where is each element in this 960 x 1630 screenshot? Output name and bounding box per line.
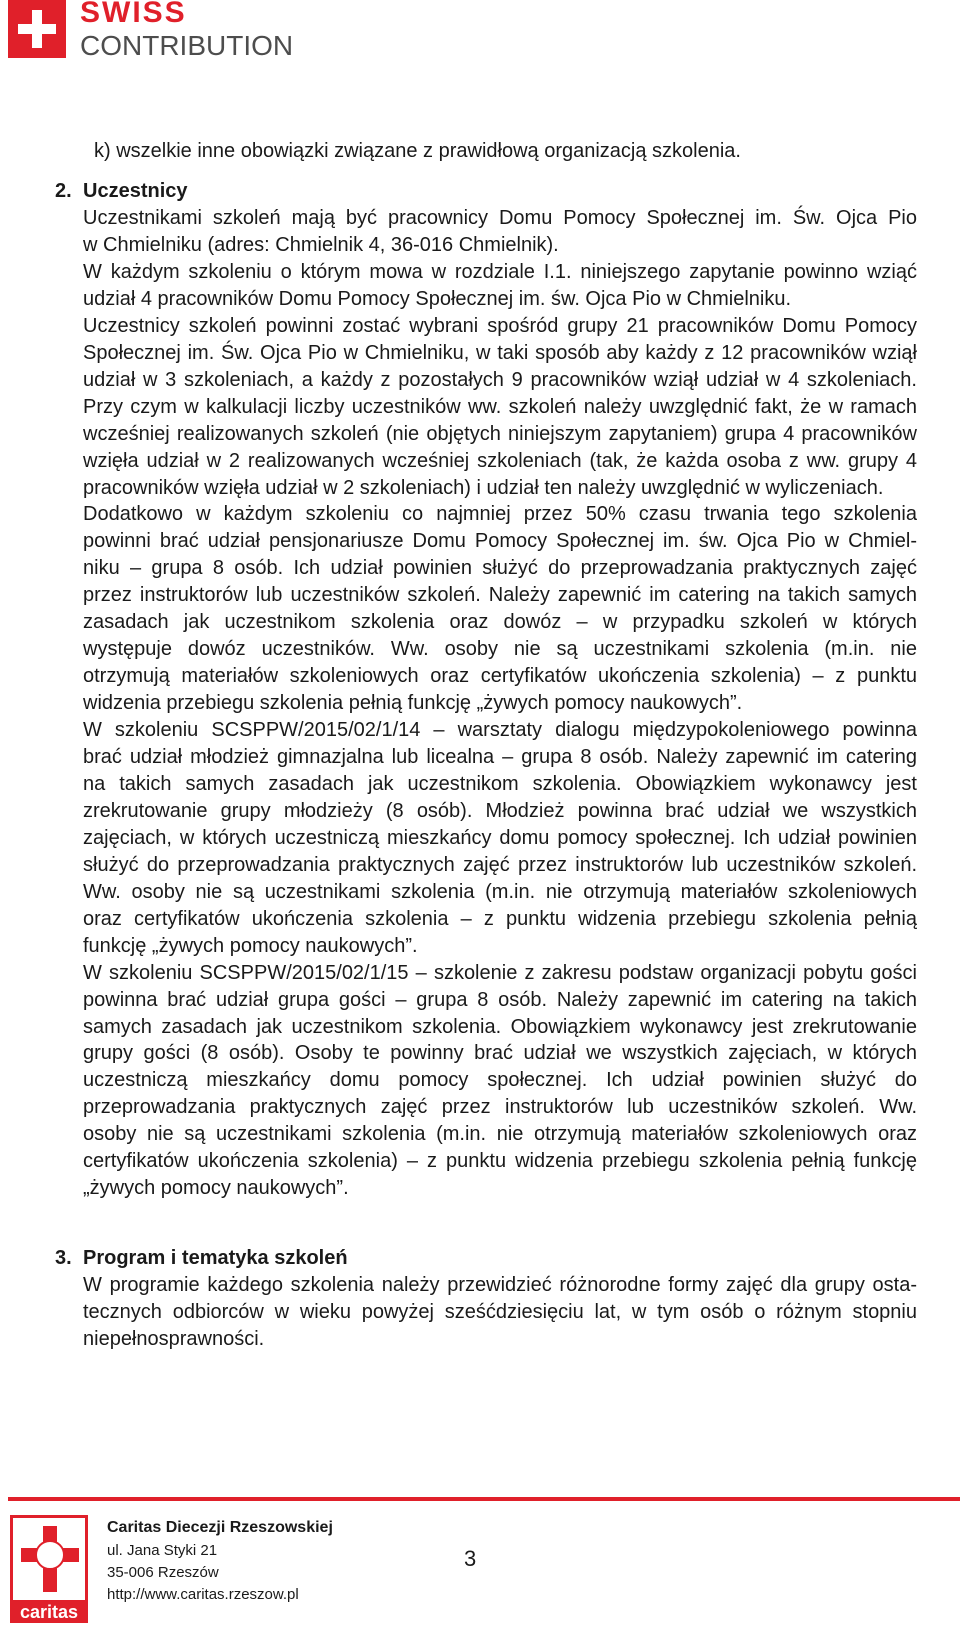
footer-street: ul. Jana Styki 21 bbox=[107, 1542, 218, 1559]
body-line: W szkoleniu SCSPPW/2015/02/1/14 – warsztaty dialogu międzypokoleniowego powinna bbox=[83, 719, 917, 742]
body-line: przeprowadzania praktycznych zajęć przez instruktorów lub uczestników szkoleń. Ww. bbox=[83, 1096, 917, 1119]
body-line: oraz certyfikatów ukończenia szkolenia – z punktu widzenia przebiegu szkolenia pełnią bbox=[83, 907, 917, 930]
body-line: Ww. osoby nie są uczestnikami szkolenia (m.in. nie otrzymują materiałów szkoleniowych bbox=[83, 880, 917, 903]
body-line: Uczestnikami szkoleń mają być pracownicy Domu Pomocy Społecznej im. Św. Ojca Pio bbox=[83, 207, 917, 229]
body-line: widzenia przebiegu szkolenia pełnią funkcję „żywych pomocy naukowych”. bbox=[83, 692, 743, 715]
section3-line: niepełnosprawności. bbox=[83, 1327, 265, 1350]
body-line: występuje dowóz uczestników. Ww. osoby nie są uczestnikami szkolenia (m.in. nie bbox=[83, 638, 917, 661]
body-line: udział 4 pracowników Domu Pomocy Społecznej im. św. Ojca Pio w Chmielniku. bbox=[83, 287, 792, 310]
caritas-logo-word: caritas bbox=[10, 1601, 88, 1623]
page-number: 3 bbox=[464, 1546, 477, 1571]
body-line: W każdym szkoleniu o którym mowa w rozdziale I.1. niniejszego zapytanie powinno wziąć bbox=[83, 260, 917, 283]
body-line: Dodatkowo w każdym szkoleniu co najmniej przez 50% czasu trwania tego szkolenia bbox=[83, 503, 917, 526]
footer-city: 35-006 Rzeszów bbox=[107, 1564, 219, 1581]
swiss-contribution-logo bbox=[8, 0, 308, 70]
body-line: pracowników wzięła udział w 2 szkoleniach) i udział ten należy uwzględnić w wyliczeniach. bbox=[83, 476, 884, 499]
body-line: samych zasadach jak uczestnikom szkolenia. Obowiązkiem wykonawcy jest zrekrutowanie bbox=[83, 1015, 917, 1038]
body-line: Społecznej im. Św. Ojca Pio w Chmielniku, w taki sposób aby każdy z 12 pracowników wziął bbox=[83, 341, 917, 364]
swiss-flag-icon bbox=[8, 0, 66, 58]
item-k: k) wszelkie inne obowiązki związane z prawidłową organizacją szkolenia. bbox=[94, 140, 741, 162]
body-line: przez instruktorów lub uczestników szkoleń. Należy zapewnić im catering na takich samych bbox=[83, 584, 917, 607]
body-line: wcześniej realizowanych szkoleń (nie objętych niniejszym zapytaniem) grupa 4 pracowników bbox=[83, 422, 917, 445]
body-line: Uczestnicy szkoleń powinni zostać wybrani spośród grupy 21 pracowników Domu Pomocy bbox=[83, 314, 917, 337]
body-line: zrekrutowanie grupy młodzieży (8 osób). Młodzież powinna brać udział we wszystkich bbox=[83, 799, 917, 822]
footer-org-name: Caritas Diecezji Rzeszowskiej bbox=[107, 1519, 333, 1536]
body-line: certyfikatów ukończenia szkolenia) – z punktu widzenia przebiegu szkolenia pełnią funkcję bbox=[83, 1150, 917, 1173]
section2-number: 2. bbox=[55, 180, 72, 202]
caritas-cross-icon bbox=[10, 1515, 88, 1603]
section3-line: W programie każdego szkolenia należy przewidzieć różnorodne formy zajęć dla grupy osta- bbox=[83, 1274, 917, 1296]
body-line: osoby nie są uczestnikami szkolenia (m.in. nie otrzymują materiałów szkoleniowych oraz bbox=[83, 1123, 917, 1146]
logo-swiss-text: SWISS bbox=[80, 0, 187, 29]
section2-title: Uczestnicy bbox=[83, 180, 188, 202]
body-line: w Chmielniku (adres: Chmielnik 4, 36-016 Chmielnik). bbox=[83, 233, 559, 256]
body-line: funkcję „żywych pomocy naukowych”. bbox=[83, 934, 418, 957]
body-line: uczestniczą mieszkańcy domu pomocy społecznej. Ich udział powinien służyć do bbox=[83, 1069, 917, 1092]
body-line: Przy czym w kalkulacji liczby uczestników ww. szkoleń należy uwzględnić fakt, że w ramach bbox=[83, 395, 917, 418]
body-line: grupy gości (8 osób). Osoby te powinny brać udział we wszystkich zajęciach, w których bbox=[83, 1042, 917, 1065]
body-line: na takich samych zasadach jak uczestnikom szkolenia. Obowiązkiem wykonawcy jest bbox=[83, 772, 917, 795]
body-line: powinna brać udział grupa gości – grupa 8 osób. Należy zapewnić im catering na takich bbox=[83, 988, 917, 1011]
body-line: wzięła udział w 2 realizowanych wcześniej szkoleniach (tak, że każda osoba z ww. grupy 4 bbox=[83, 449, 917, 472]
body-line: powinni brać udział pensjonariusze Domu Pomocy Społecznej im. św. Ojca Pio w Chmiel- bbox=[83, 530, 917, 553]
body-line: zajęciach, w których uczestniczą mieszkańcy domu pomocy społecznej. Ich udział powinien bbox=[83, 826, 917, 849]
body-line: W szkoleniu SCSPPW/2015/02/1/15 – szkolenie z zakresu podstaw organizacji pobytu gości bbox=[83, 961, 917, 984]
body-line: służyć do przeprowadzania praktycznych zajęć przez instruktorów lub uczestników szkoleń. bbox=[83, 853, 917, 876]
footer-website: http://www.caritas.rzeszow.pl bbox=[107, 1586, 299, 1603]
body-line: niku – grupa 8 osób. Ich udział powinien służyć do przeprowadzania praktycznych zajęć bbox=[83, 557, 917, 580]
section3-title: Program i tematyka szkoleń bbox=[83, 1247, 348, 1269]
body-line: „żywych pomocy naukowych”. bbox=[83, 1177, 349, 1200]
body-line: udział w 3 szkoleniach, a każdy z pozostałych 9 pracowników wziął udział w 4 szkoleniach. bbox=[83, 368, 917, 391]
body-line: brać udział młodzież gimnazjalna lub licealna – grupa 8 osób. Należy zapewnić im catering bbox=[83, 746, 917, 768]
logo-contribution-text: CONTRIBUTION bbox=[80, 30, 294, 61]
caritas-logo bbox=[10, 1515, 90, 1623]
body-line: otrzymują materiałów szkoleniowych oraz certyfikatów ukończenia szkolenia) – z punktu bbox=[83, 665, 917, 688]
section3-number: 3. bbox=[55, 1247, 72, 1269]
body-line: zasadach jak uczestnikom szkolenia oraz dowóz – w przypadku szkoleń w których bbox=[83, 611, 917, 634]
section3-line: tecznych odbiorców w wieku powyżej sześćdziesięciu lat, w tym osób o różnym stopniu bbox=[83, 1300, 917, 1323]
footer-divider bbox=[8, 1497, 960, 1501]
